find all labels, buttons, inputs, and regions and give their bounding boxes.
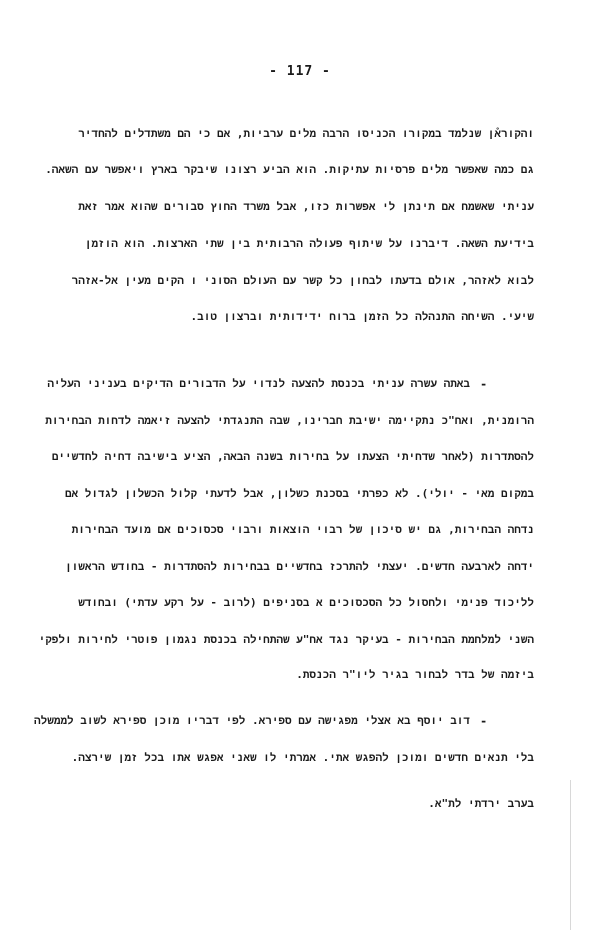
paragraph-1-line-4: בידיעת השאה. דיברנו על שיתוף פעולה הרבותית בין שתי הארצות. הוא הוזמן bbox=[84, 237, 534, 250]
paragraph-2-line-6: ידחה לארבעה חדשים. יעצתי להתרכז בחדשיים בבחירות להסתדרות - בחודש הראשון bbox=[65, 560, 534, 573]
paragraph-1-line-1: והקורא֯ן שנלמד במקורו הכניסו הרבה מלים ערביות, אם כי הם משתדלים להחדיר bbox=[78, 127, 534, 140]
paragraph-2-line-1: באתה עשרה עניתי בכנסת להצעה לנדוי על הדבורים הדיקים בעניני העליה bbox=[47, 377, 470, 390]
paragraph-2-line-7: לליכוד פנימי ולחסול כל הסכסוכים א בסניפים (לרוב - על רקע עדתי) ובחודש bbox=[78, 596, 534, 609]
paragraph-1-line-2: גם כמה שאפשר מלים פרסיות עתיקות. הוא הביע רצונו שיבקר בארץ ויאפשר עם השאה. bbox=[45, 163, 534, 176]
paragraph-2-line-9: ביזמה של בדר לבחור בגיר ליו"ר הכנסת. bbox=[296, 668, 534, 681]
paragraph-2-line-3: להסתדרות (לאחר שדחיתי הצעתו על בחירות בשנה הבאה, הציע בישיבה דחיה לחדשיים bbox=[51, 450, 534, 463]
paragraph-2-line-8: השני למלחמת הבחירות - בעיקר נגד אח"ע שהתחילה בכנסת נגמון פוטרי לחירות ולפקי bbox=[38, 633, 534, 646]
paragraph-3-line-2: בלי תנאים חדשים ומוכן להפגש אתי. אמרתי לו שאני אפגש אתו בכל זמן שירצה. bbox=[71, 751, 534, 764]
paragraph-3-dash: - bbox=[480, 714, 488, 728]
paragraph-2-dash: - bbox=[480, 377, 488, 391]
paragraph-2-line-4: במקום מאי - יולי). לא כפרתי בסכנת כשלון, אבל לדעתי קלול הכשלון לגדול אם bbox=[64, 487, 534, 500]
page-number: - 117 - bbox=[269, 64, 331, 79]
paragraph-2-line-2: הרומנית, ואח"כ נתקיימה ישיבת חברינו, שבה התנגדתי להצעה זיאמה לדחות הבחירות bbox=[45, 414, 534, 427]
paragraph-1-line-6: שיעי. השיחה התנהלה כל הזמן ברוח ידידותית וברצון טוב. bbox=[190, 310, 534, 323]
closing-line: בערב ירדתי לת"א. bbox=[428, 797, 534, 810]
paragraph-3-line-1: דוב יוסף בא אצלי מפגישה עם ספירא. לפי דבריו מוכן ספירא לשוב לממשלה bbox=[34, 714, 470, 727]
paragraph-1-line-5: לבוא לאזהר, אולם בדעתו לבחון כל קשר עם העולם הסוני ו הקים מעין אל-אזהר bbox=[71, 274, 534, 287]
paragraph-2-line-5: נדחה הבחירות, גם יש סיכון של רבוי הוצאות ורבוי סכסוכים אם מועד הבחירות bbox=[71, 523, 534, 536]
paragraph-1-line-3: עניתי שאשמח אם תינתן לי אפשרות כזו, אבל משרד החוץ סבורים שהוא אמר זאת bbox=[78, 200, 534, 213]
scan-artifact-line bbox=[570, 780, 571, 930]
